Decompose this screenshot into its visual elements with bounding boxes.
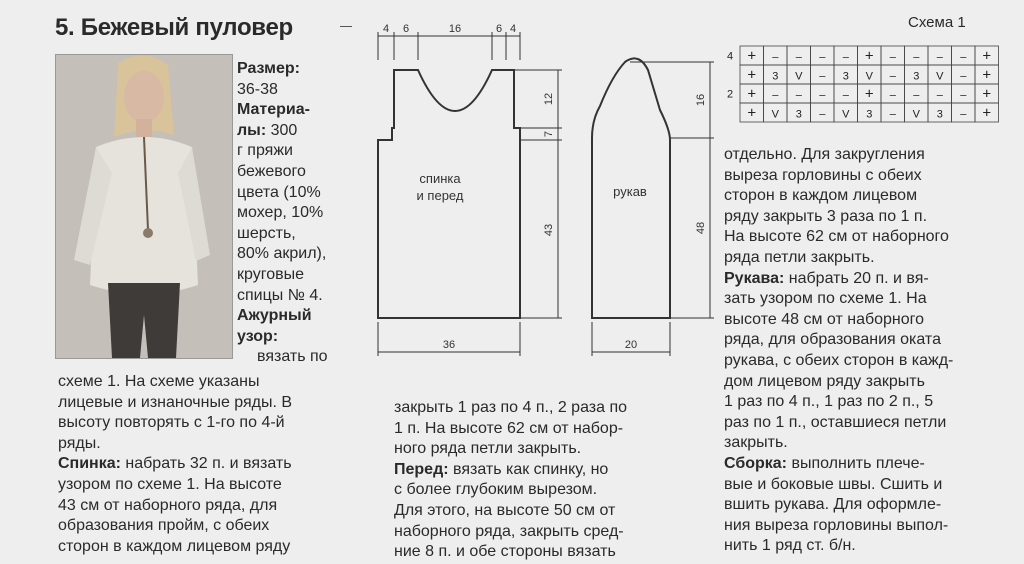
chart-symbol: – bbox=[795, 51, 802, 64]
dim-top-3: 16 bbox=[448, 23, 462, 35]
chart-symbol: – bbox=[889, 89, 896, 102]
section-heading: Перед: bbox=[394, 460, 449, 478]
chart-symbol: – bbox=[889, 51, 896, 64]
chart-symbol: – bbox=[842, 51, 849, 64]
chart-symbol: 3 bbox=[795, 108, 802, 121]
text-segment: с более глубоким вырезом. bbox=[394, 481, 598, 499]
text-segment: 43 см от наборного ряда, для bbox=[58, 496, 278, 514]
chart-symbol: + bbox=[864, 47, 874, 65]
chart-symbol: + bbox=[864, 85, 874, 103]
text-segment: набрать 20 п. и вя- bbox=[784, 269, 929, 287]
chart-symbol: – bbox=[960, 70, 967, 83]
dim-body-height: 12 bbox=[543, 92, 555, 106]
text-segment: зать узором по схеме 1. На bbox=[724, 290, 927, 308]
chart-symbol: + bbox=[747, 66, 757, 84]
text-segment: бежевого bbox=[237, 163, 306, 180]
text-segment: отдельно. Для закругления bbox=[724, 146, 925, 163]
chart-symbol: – bbox=[960, 89, 967, 102]
text-segment: шерсть, bbox=[237, 224, 296, 242]
dim-sleeve-width: 20 bbox=[624, 339, 638, 351]
section-heading: Сборка: bbox=[724, 455, 788, 472]
body-label-line1: спинка bbox=[419, 171, 461, 186]
dim-sleeve-length: 48 bbox=[695, 221, 707, 235]
text-segment: цвета (10% bbox=[237, 183, 321, 201]
chart-symbol: + bbox=[747, 85, 757, 103]
chart-symbol: – bbox=[819, 51, 826, 64]
chart-symbol: – bbox=[819, 89, 826, 102]
text-segment: мохер, 10% bbox=[237, 204, 324, 222]
chart-symbol: V bbox=[912, 108, 920, 121]
text-segment: г пряжи bbox=[237, 142, 293, 160]
section-heading: Размер: bbox=[237, 60, 300, 77]
section-heading: Рукава: bbox=[724, 269, 785, 287]
text-segment: На высоте 62 см от наборного bbox=[724, 228, 949, 246]
chart-row-label: 2 bbox=[726, 88, 734, 101]
chart-symbol: – bbox=[795, 89, 802, 102]
chart-symbol: + bbox=[982, 66, 992, 84]
text-segment: ряда, для образования оката bbox=[724, 331, 941, 349]
dim-armhole-step: 7 bbox=[543, 130, 555, 138]
text-segment: нить 1 ряд ст. б/н. bbox=[724, 537, 856, 555]
chart-symbol: – bbox=[819, 70, 826, 83]
text-segment: ного ряда петли закрыть. bbox=[394, 440, 582, 458]
dim-top-4: 6 bbox=[495, 23, 503, 35]
chart-symbol: + bbox=[747, 47, 757, 65]
chart-symbol: – bbox=[889, 108, 896, 121]
text-segment: круговые bbox=[237, 266, 304, 283]
text-segment: сторон в каждом лицевом ряду bbox=[58, 537, 291, 555]
chart-symbol: – bbox=[960, 51, 967, 64]
chart-symbol: 3 bbox=[866, 108, 873, 121]
chart-symbol: – bbox=[913, 89, 920, 102]
dim-top-5: 4 bbox=[509, 23, 517, 35]
chart-symbol: – bbox=[936, 89, 943, 102]
chart-symbol: – bbox=[819, 108, 826, 121]
section-heading: Материа- bbox=[237, 101, 310, 119]
text-segment: 80% акрил), bbox=[237, 245, 327, 263]
chart-symbol: – bbox=[960, 108, 967, 121]
chart-symbol: 3 bbox=[913, 70, 920, 83]
text-segment: 36-38 bbox=[237, 80, 278, 98]
chart-symbol: V bbox=[795, 70, 803, 83]
chart-symbol: V bbox=[936, 70, 944, 83]
text-segment: рукава, с обеих сторон в кажд- bbox=[724, 352, 954, 369]
text-segment: 1 раз по 4 п., 1 раз по 2 п., 5 bbox=[724, 393, 934, 411]
section-heading: лы: bbox=[237, 121, 267, 139]
dim-lower-height: 43 bbox=[543, 223, 555, 237]
chart-symbol: – bbox=[772, 51, 779, 64]
text-segment: схеме 1. На схеме указаны bbox=[58, 373, 260, 390]
text-segment: закрыть 1 раз по 4 п., 2 раза по bbox=[394, 399, 628, 416]
chart-symbol: – bbox=[913, 51, 920, 64]
chart-symbol: + bbox=[982, 47, 992, 65]
text-segment: 300 bbox=[266, 121, 298, 139]
chart-symbol: 3 bbox=[842, 70, 849, 83]
chart-symbol: 3 bbox=[772, 70, 779, 83]
chart-symbol: – bbox=[842, 89, 849, 102]
text-segment: ряда петли закрыть. bbox=[724, 249, 875, 266]
text-segment: ряды. bbox=[58, 434, 101, 452]
text-segment: раз по 1 п., оставшиеся петли bbox=[724, 413, 947, 431]
text-segment: Для этого, на высоте 50 см от bbox=[394, 502, 616, 519]
dim-sleeve-cap: 16 bbox=[695, 93, 707, 107]
text-segment: высоту повторять с 1-го по 4-й bbox=[58, 414, 285, 432]
text-segment: 1 п. На высоте 62 см от набор- bbox=[394, 419, 624, 437]
page-title: 5. Бежевый пуловер bbox=[55, 14, 293, 41]
stitch-chart bbox=[726, 40, 1006, 130]
dim-top-2: 6 bbox=[402, 23, 410, 35]
chart-symbol: – bbox=[936, 51, 943, 64]
chart-symbol: + bbox=[982, 85, 992, 103]
text-segment: наборного ряда, закрыть сред- bbox=[394, 522, 624, 540]
text-segment: набрать 32 п. и вязать bbox=[120, 455, 292, 473]
text-segment: вязать по bbox=[257, 348, 328, 366]
text-segment: лицевые и изнаночные ряды. В bbox=[58, 393, 293, 411]
text-segment: спицы № 4. bbox=[237, 286, 323, 304]
sleeve-label: рукав bbox=[613, 184, 647, 199]
text-segment: выреза горловины с обеих bbox=[724, 166, 922, 184]
dim-body-width: 36 bbox=[442, 339, 456, 351]
section-heading: узор: bbox=[237, 327, 279, 345]
chart-symbol: 3 bbox=[936, 108, 943, 121]
text-segment: дом лицевом ряду закрыть bbox=[724, 372, 925, 390]
body-label-line2: и перед bbox=[416, 188, 464, 203]
chart-symbol: + bbox=[982, 104, 992, 122]
text-segment: ния выреза горловины выпол- bbox=[724, 516, 949, 534]
chart-symbol: V bbox=[771, 108, 779, 121]
text-segment: сторон в каждом лицевом bbox=[724, 187, 918, 205]
chart-symbol: V bbox=[865, 70, 873, 83]
text-segment: ряду закрыть 3 раза по 1 п. bbox=[724, 207, 928, 225]
chart-symbol: – bbox=[889, 70, 896, 83]
text-segment: вые и боковые швы. Сшить и bbox=[724, 475, 943, 493]
chart-symbol: + bbox=[747, 104, 757, 122]
schema-title: Схема 1 bbox=[908, 14, 966, 31]
text-segment: вязать как спинку, но bbox=[448, 460, 609, 478]
text-segment: узором по схеме 1. На высоте bbox=[58, 476, 282, 493]
text-segment: закрыть. bbox=[724, 434, 788, 452]
text-segment: образования пройм, с обеих bbox=[58, 517, 270, 535]
text-segment: ние 8 п. и обе стороны вязать bbox=[394, 543, 616, 561]
section-heading: Ажурный bbox=[237, 307, 312, 325]
chart-row-label: 4 bbox=[726, 50, 734, 63]
chart-symbol: – bbox=[772, 89, 779, 102]
chart-symbol: V bbox=[842, 108, 850, 121]
text-segment: высоте 48 см от наборного bbox=[724, 310, 925, 328]
text-segment: выполнить плече- bbox=[787, 455, 925, 472]
dim-top-1: 4 bbox=[382, 23, 390, 35]
section-heading: Спинка: bbox=[58, 455, 121, 473]
text-segment: вшить рукава. Для оформле- bbox=[724, 496, 942, 514]
